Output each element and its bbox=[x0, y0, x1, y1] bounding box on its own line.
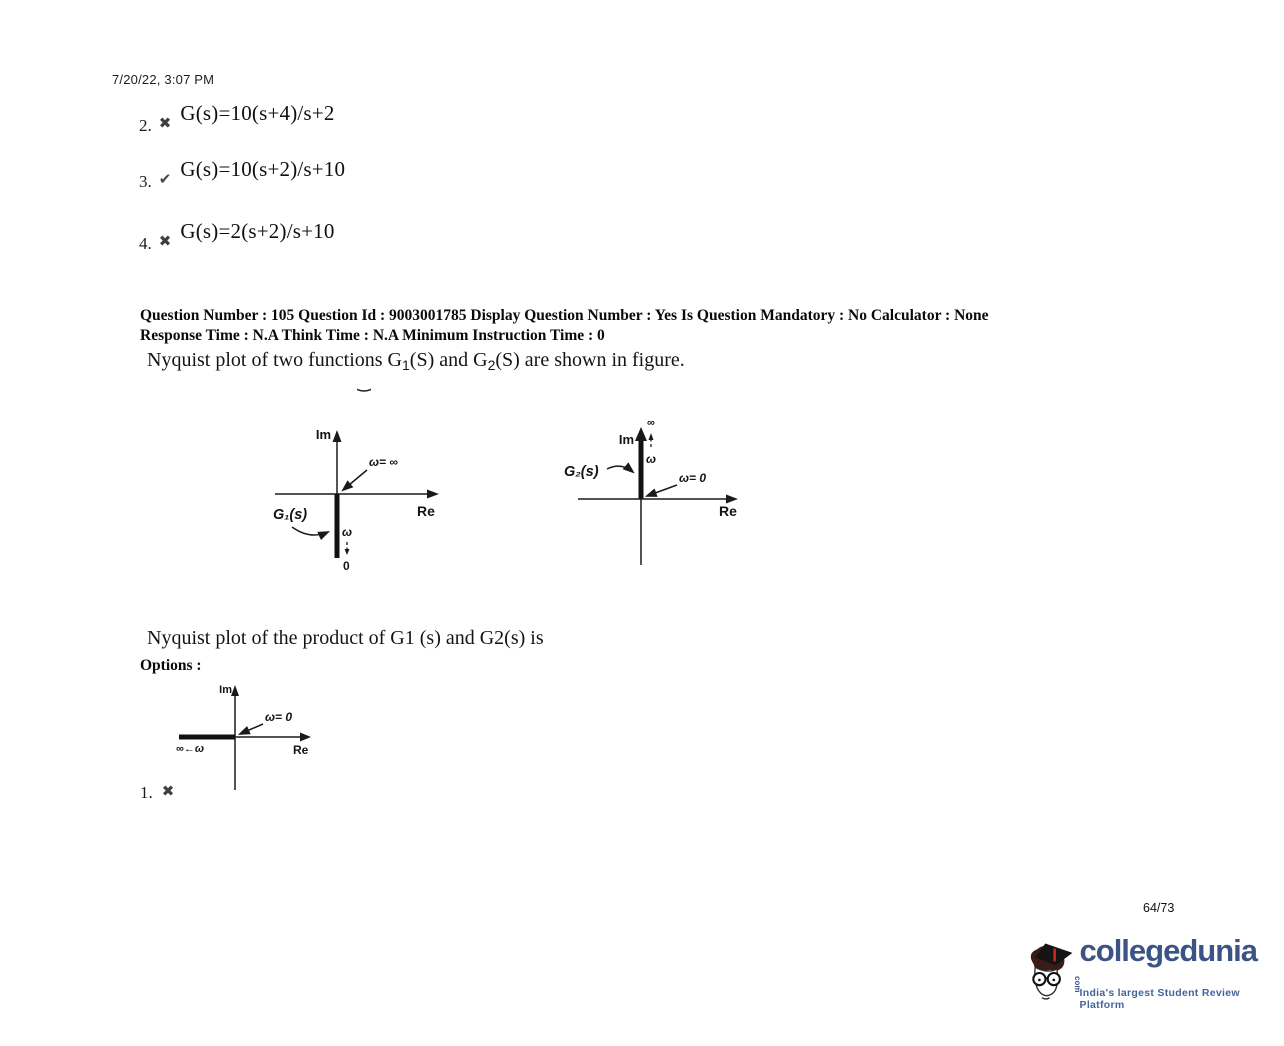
re-axis-label: Re bbox=[719, 503, 737, 519]
omega-zero-label: ω= 0 bbox=[265, 710, 293, 724]
option-formula: G(s)=2(s+2)/s+10 bbox=[180, 219, 335, 243]
incorrect-mark-icon: ✖ bbox=[161, 782, 175, 800]
omega-direction-arrowhead bbox=[649, 433, 654, 440]
option-number: 2. bbox=[139, 116, 152, 135]
option-formula: G(s)=10(s+4)/s+2 bbox=[180, 101, 335, 125]
mascot-eye bbox=[1038, 979, 1041, 982]
im-axis-label: Im bbox=[315, 427, 331, 442]
re-axis-label: Re bbox=[293, 743, 309, 757]
re-axis-label: Re bbox=[417, 503, 435, 519]
omega-zero-label: ω= 0 bbox=[679, 471, 707, 485]
infinity-label: ∞ bbox=[647, 417, 655, 429]
omega-label: ω bbox=[646, 452, 657, 466]
question-intro bbox=[147, 349, 685, 372]
logo-wordmark: collegedunia bbox=[1079, 933, 1257, 968]
g1-pointer-arrow bbox=[292, 527, 328, 535]
logo-tagline: India's largest Student Review Platform bbox=[1079, 987, 1240, 1011]
infinity-omega-label: ∞←ω bbox=[176, 743, 205, 755]
im-axis-label: Im bbox=[219, 684, 232, 696]
incorrect-mark-icon: ✖ bbox=[158, 114, 172, 132]
stray-scan-mark: ‿ bbox=[358, 376, 371, 392]
nyquist-figure-g2 bbox=[558, 413, 753, 575]
omega-direction-arrowhead bbox=[345, 549, 350, 555]
omega-label: ω bbox=[342, 525, 353, 539]
question-intro-text: Nyquist plot of two functions G bbox=[147, 349, 402, 371]
option-number: 3. bbox=[139, 172, 152, 191]
re-axis-arrowhead bbox=[300, 733, 311, 742]
mascot-eye bbox=[1052, 979, 1055, 982]
option1-nyquist-figure bbox=[170, 678, 320, 796]
nyquist-figure-g1 bbox=[265, 418, 445, 580]
logo-domain-suffix: com bbox=[1072, 976, 1082, 993]
mascot-icon bbox=[1025, 936, 1078, 1012]
answer-option-1 bbox=[140, 783, 174, 803]
subscript-1: 1 bbox=[402, 357, 410, 373]
origin-zero-label: 0 bbox=[343, 559, 350, 573]
option-number: 4. bbox=[139, 234, 152, 253]
question-intro-text: (S) are shown in figure. bbox=[495, 349, 685, 371]
mascot-mouth bbox=[1042, 998, 1050, 999]
question-metadata bbox=[140, 306, 1100, 345]
g2-pointer-arrow bbox=[607, 466, 633, 472]
im-axis-arrowhead bbox=[231, 685, 239, 696]
g2-curve-label: G₂(s) bbox=[564, 464, 599, 480]
option-formula: G(s)=10(s+2)/s+10 bbox=[180, 157, 346, 181]
metadata-line-1: Question Number : 105 Question Id : 9003001785 Display Question Number : Yes Is Question Mandatory : No Calculator : None bbox=[140, 307, 989, 324]
omega-infinity-arrow bbox=[343, 470, 367, 490]
collegedunia-logo bbox=[1025, 933, 1257, 1012]
page-number: 64/73 bbox=[1143, 901, 1175, 915]
subscript-2: 2 bbox=[487, 357, 496, 373]
incorrect-mark-icon: ✖ bbox=[158, 232, 172, 250]
answer-option-4 bbox=[139, 219, 335, 253]
re-axis-arrowhead bbox=[427, 490, 439, 499]
correct-mark-icon: ✔ bbox=[158, 170, 172, 188]
im-axis-label: Im bbox=[618, 432, 634, 447]
question-intro-text: (S) and G bbox=[409, 349, 488, 371]
options-label: Options : bbox=[140, 657, 202, 674]
omega-zero-arrow bbox=[240, 724, 263, 734]
omega-zero-arrow bbox=[647, 485, 677, 496]
option-number: 1. bbox=[140, 783, 153, 802]
omega-infinity-label: ω= ∞ bbox=[369, 455, 398, 469]
metadata-line-2: Response Time : N.A Think Time : N.A Minimum Instruction Time : 0 bbox=[140, 326, 605, 344]
g1-curve-label: G₁(s) bbox=[273, 507, 308, 523]
im-axis-arrowhead bbox=[333, 430, 342, 442]
answer-option-3 bbox=[139, 157, 346, 191]
answer-option-2 bbox=[139, 101, 335, 135]
question-main: Nyquist plot of the product of G1 (s) and G2(s) is bbox=[147, 627, 544, 649]
im-axis-arrowhead bbox=[635, 427, 647, 441]
timestamp: 7/20/22, 3:07 PM bbox=[112, 72, 215, 87]
